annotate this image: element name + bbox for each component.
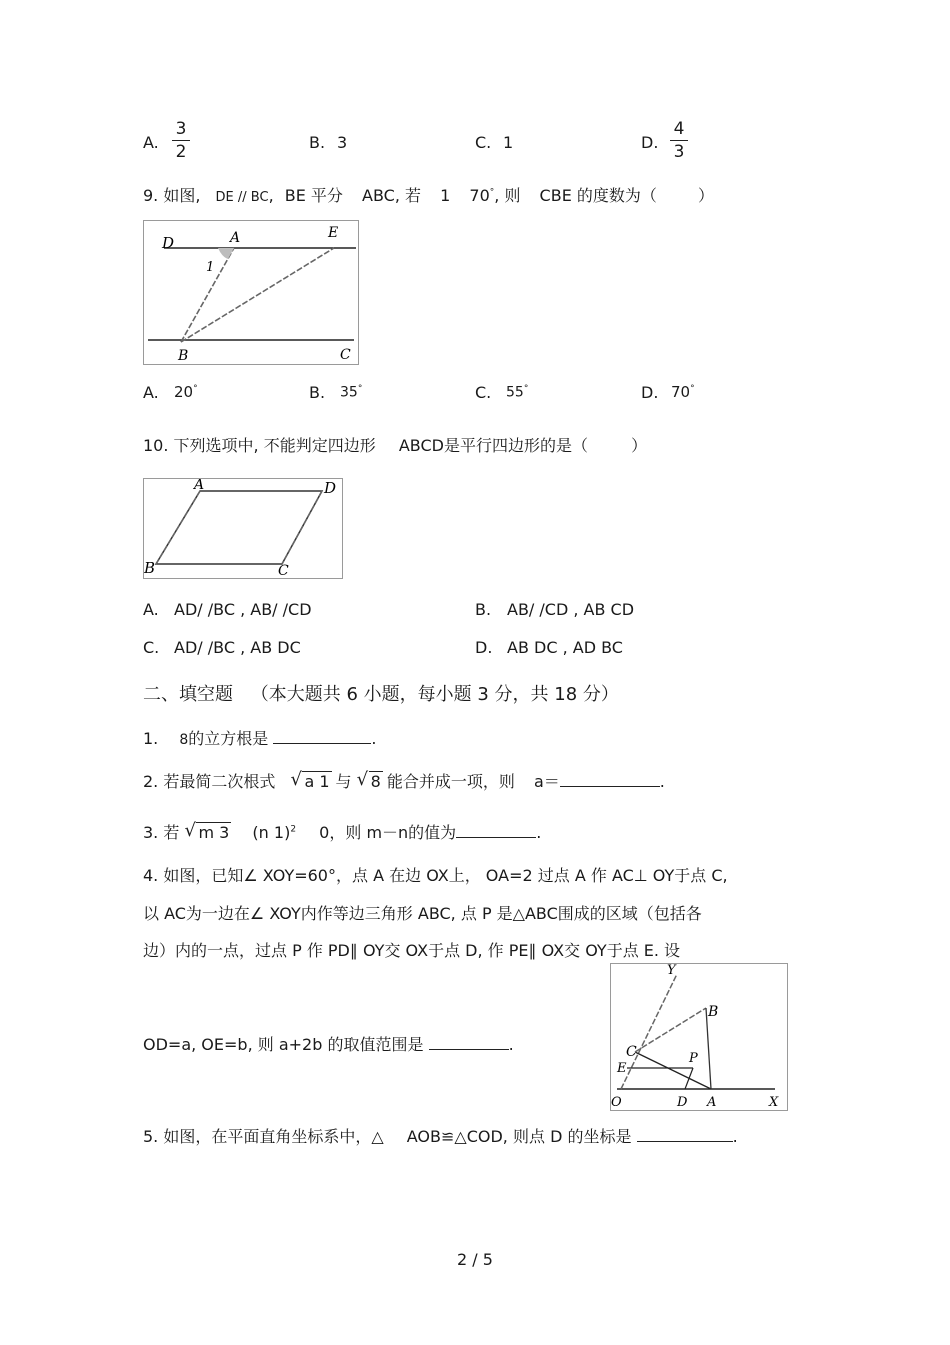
q10-option-b-label: B. (475, 600, 492, 619)
q9-option-b-value: 35 (340, 384, 358, 401)
fill-q4-end: . (508, 1035, 514, 1054)
q9-degree: ° (489, 187, 495, 198)
q10-option-b-text: AB/ /CD , AB CD (507, 600, 635, 619)
fill-q5-answer-blank[interactable] (637, 1127, 733, 1142)
q9-option-b-label: B. (309, 383, 326, 402)
q9-label-c: C (340, 347, 351, 363)
q8-option-a-label: A. (143, 133, 159, 152)
q4-axis-oy (621, 974, 677, 1089)
fill-q1-text: 的立方根是 (188, 729, 269, 748)
fill-q3-text-3: 的值为 (408, 823, 457, 842)
fill-q2-end: . (659, 772, 665, 791)
q8-d-numerator: 4 (673, 119, 685, 139)
q9-close: ） (698, 186, 715, 205)
fill-q3-number: 3. (143, 823, 159, 842)
fill-q3-text-1: 若 (163, 823, 180, 842)
q4-label-d: D (677, 1095, 688, 1110)
q9-label-1: 1 (206, 260, 215, 275)
q4-label-a: A (707, 1095, 717, 1110)
q9-text-1: 如图, (163, 186, 201, 205)
q9-stem (143, 183, 714, 206)
fill-q1-answer-blank[interactable] (273, 729, 371, 744)
q10-text-1: 下列选项中, 不能判定四边形 (173, 436, 376, 455)
fill-q5-expression: AOB≌△COD, (406, 1127, 508, 1146)
q10-text-2: 是平行四边形的是（ (443, 436, 588, 455)
fill-q2-variable: a＝ (533, 772, 560, 791)
q9-line-be (181, 248, 334, 342)
q10-option-d-label: D. (475, 638, 493, 657)
q8-option-d-label: D. (641, 133, 659, 152)
q4-label-x: X (769, 1095, 779, 1110)
q9-value-70: 70 (469, 186, 490, 205)
q9-label-b: B (178, 348, 189, 364)
q4-label-y: Y (667, 963, 676, 978)
q4-line-pd (685, 1068, 693, 1089)
q8-option-c-value: 1 (503, 133, 514, 152)
q9-figure (143, 220, 359, 365)
q9-option-c-label: C. (475, 383, 492, 402)
fill-q2-radical-2: √ 8 (356, 769, 381, 791)
section-2-description: （本大题共 6 小题，每小题 3 分，共 18 分） (250, 684, 619, 705)
q8-option-b-label: B. (309, 133, 326, 152)
section-2-heading (143, 680, 619, 706)
fill-q5-end: . (732, 1127, 738, 1146)
q10-figure (143, 478, 343, 579)
q4-label-b: B (708, 1004, 719, 1020)
q9-option-a-label: A. (143, 383, 159, 402)
q10-close: ） (631, 436, 648, 455)
fill-q3-expression: m－n (366, 823, 409, 842)
fill-q5-number: 5. (143, 1127, 159, 1146)
fill-q2-text-1: 若最简二次根式 (163, 772, 276, 791)
q10-label-a: A (194, 478, 205, 493)
fill-q4-line-4 (143, 1032, 514, 1055)
q10-label-d: D (324, 479, 337, 497)
q9-be: BE 平分 (284, 186, 343, 205)
q9-option-b (340, 384, 362, 401)
q10-option-c-text: AD/ /BC , AB DC (174, 638, 301, 657)
q4-label-c: C (626, 1044, 637, 1060)
fill-q3-exponent: 2 (290, 824, 297, 835)
q10-option-a-text: AD/ /BC , AB/ /CD (174, 600, 312, 619)
fill-q3-end: . (536, 823, 542, 842)
q10-label-c: C (278, 563, 289, 579)
page-number: 2 / 5 (457, 1250, 493, 1269)
fill-q1-value: 8 (179, 732, 189, 748)
q9-option-d-value: 70 (671, 383, 691, 401)
q8-option-c-label: C. (475, 133, 492, 152)
q8-a-numerator: 3 (175, 119, 187, 139)
fill-q2 (143, 769, 665, 792)
fill-q1-number: 1. (143, 729, 159, 748)
q9-cbe: CBE 的度数为（ (539, 186, 657, 205)
q4-label-p: P (689, 1051, 698, 1066)
q9-option-b-degree: ° (357, 384, 363, 394)
q9-option-d-degree: ° (690, 384, 695, 394)
q4-line-ba (706, 1008, 711, 1089)
fill-q2-radicand-2: 8 (370, 772, 381, 791)
fill-q4-text-line-1: 如图，已知∠ XOY=60°，点 A 在边 OX上， OA=2 过点 A 作 AC⊥ OY于点 C, (163, 866, 728, 885)
fill-q4-number: 4. (143, 866, 159, 885)
q10-parallelogram (156, 491, 322, 564)
q10-abcd: ABCD (398, 436, 444, 455)
q10-option-a-label: A. (143, 600, 159, 619)
q9-text-2: , (268, 186, 274, 205)
q9-label-d: D (162, 234, 175, 252)
q9-abc: ABC (362, 186, 395, 205)
q10-side-ab (156, 491, 200, 564)
fill-q5 (143, 1124, 738, 1147)
q9-label-e: E (328, 225, 339, 241)
fill-q4-line-2: 以 AC为一边在∠ XOY内作等边三角形 ABC, 点 P 是△ABC围成的区域（包括各 (143, 904, 702, 923)
fill-q3-zero: 0 (319, 823, 330, 842)
fill-q3-answer-blank[interactable] (456, 823, 536, 838)
section-2-title: 二、填空题 (143, 684, 233, 705)
q4-label-o: O (611, 1095, 622, 1110)
fill-q4-text-line-4: OD=a, OE=b, 则 a+2b 的取值范围是 (143, 1035, 424, 1054)
q9-option-c-degree: ° (523, 384, 529, 394)
q10-stem (143, 433, 647, 456)
q9-option-a-value: 20 (174, 383, 194, 401)
fill-q2-number: 2. (143, 772, 159, 791)
q8-a-denominator: 2 (175, 142, 187, 162)
fill-q3-paren: (n 1) (252, 823, 291, 842)
q4-label-e: E (617, 1061, 627, 1076)
q9-option-a (174, 383, 198, 401)
q9-text-4: , 则 (494, 186, 521, 205)
q9-option-a-degree: ° (193, 384, 198, 394)
q10-number: 10. (143, 436, 169, 455)
q9-option-c (506, 384, 528, 401)
q9-de-bc: DE // BC (215, 190, 269, 205)
q10-option-c-label: C. (143, 638, 160, 657)
fill-q4-answer-blank[interactable] (429, 1035, 509, 1050)
q9-angle-1: 1 (440, 186, 451, 205)
fill-q2-radicand-1: a 1 (304, 772, 330, 791)
fill-q5-text-2: 则点 D 的坐标是 (512, 1127, 632, 1146)
fill-q1-end: . (371, 729, 377, 748)
fill-q4-line-3: 边）内的一点，过点 P 作 PD∥ OY交 OX于点 D, 作 PE∥ OX交 OY于点 E. 设 (143, 941, 681, 960)
fill-q2-radical-1: √ a 1 (290, 769, 330, 791)
fill-q2-text-2: 与 (335, 772, 352, 791)
q9-label-a: A (230, 230, 241, 246)
q8-option-a-fraction (172, 119, 190, 162)
q4-line-cb (635, 1008, 706, 1052)
q9-option-d (671, 383, 695, 401)
fill-q3-radical: √ m 3 (184, 820, 230, 842)
fill-q3-text-2: ，则 (329, 823, 362, 842)
q4-line-ca (635, 1052, 711, 1089)
fill-q5-text-1: 如图，在平面直角坐标系中，△ (163, 1127, 384, 1146)
fill-q3 (143, 820, 541, 843)
q9-option-d-label: D. (641, 383, 659, 402)
fill-q4-figure (610, 963, 788, 1111)
fill-q3-radicand: m 3 (198, 823, 230, 842)
fill-q1 (143, 726, 376, 749)
q9-number: 9. (143, 186, 159, 205)
q8-option-b-value: 3 (337, 133, 348, 152)
q9-text-3: , 若 (394, 186, 422, 205)
q8-d-denominator: 3 (673, 142, 685, 162)
fill-q4-line-1 (143, 863, 728, 886)
fill-q2-text-3: 能合并成一项，则 (386, 772, 515, 791)
q8-option-d-fraction (670, 119, 688, 162)
q10-option-d-text: AB DC , AD BC (507, 638, 623, 657)
q9-option-c-value: 55 (506, 384, 524, 401)
q10-label-b: B (144, 559, 156, 577)
fill-q2-answer-blank[interactable] (560, 772, 660, 787)
